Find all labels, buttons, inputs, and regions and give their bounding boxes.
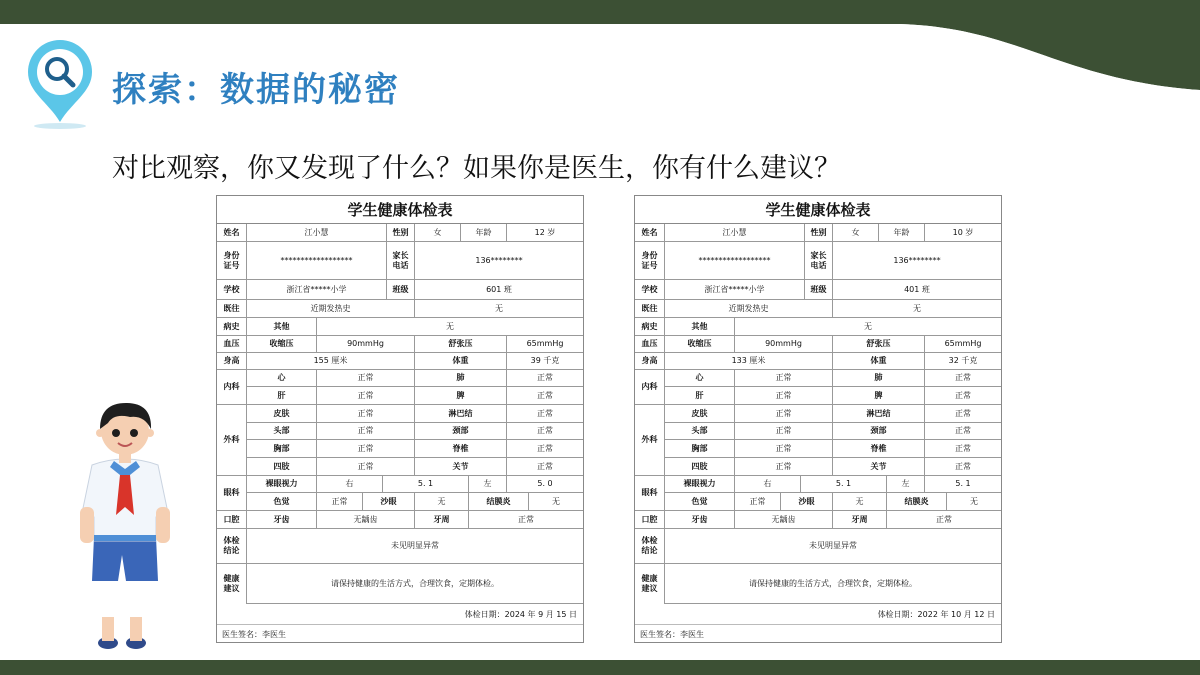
value-teeth: 无龋齿: [317, 511, 415, 529]
value-age: 10 岁: [925, 224, 1001, 242]
value-gender: 女: [833, 224, 879, 242]
value-spine: 正常: [507, 440, 583, 458]
label-id-number: 身份证号: [217, 242, 247, 280]
value-class: 401 班: [833, 280, 1001, 300]
label-color-vision: 色觉: [247, 493, 317, 511]
label-lung: 肺: [415, 370, 507, 387]
label-history-2: 病史: [635, 318, 665, 336]
label-right-eye: 右: [317, 476, 383, 493]
value-head: 正常: [735, 423, 833, 440]
label-skin: 皮肤: [665, 405, 735, 423]
label-right-eye: 右: [735, 476, 801, 493]
label-recent-fever: 近期发热史: [247, 300, 415, 318]
value-parent-phone: 136********: [415, 242, 583, 280]
label-teeth: 牙齿: [247, 511, 317, 529]
footer-divider: [217, 624, 583, 625]
label-liver: 肝: [247, 387, 317, 405]
label-surgery: 外科: [635, 405, 665, 476]
label-eye: 眼科: [217, 476, 247, 511]
value-right-eye: 5. 1: [383, 476, 469, 493]
label-spine: 脊椎: [833, 440, 925, 458]
label-class: 班级: [387, 280, 415, 300]
label-lymph: 淋巴结: [833, 405, 925, 423]
label-heart: 心: [665, 370, 735, 387]
label-recent-fever: 近期发热史: [665, 300, 833, 318]
label-height: 身高: [635, 353, 665, 370]
value-gender: 女: [415, 224, 461, 242]
label-neck: 颈部: [833, 423, 925, 440]
value-school: 浙江省*****小学: [247, 280, 387, 300]
value-trachoma: 无: [833, 493, 887, 511]
label-spleen: 脾: [415, 387, 507, 405]
label-head: 头部: [247, 423, 317, 440]
label-gender: 性别: [805, 224, 833, 242]
value-left-eye: 5. 1: [925, 476, 1001, 493]
label-id-number: 身份证号: [635, 242, 665, 280]
magnifier-icon: [24, 38, 96, 130]
value-conclusion: 未见明显异常: [247, 529, 583, 564]
label-limbs: 四肢: [247, 458, 317, 476]
exam-date: 体检日期：2022 年 10 月 12 日: [877, 610, 995, 619]
label-history-1: 既往: [635, 300, 665, 318]
label-systolic: 收缩压: [665, 336, 735, 353]
value-spine: 正常: [925, 440, 1001, 458]
label-diastolic: 舒张压: [415, 336, 507, 353]
value-spleen: 正常: [925, 387, 1001, 405]
value-right-eye: 5. 1: [801, 476, 887, 493]
value-weight: 32 千克: [925, 353, 1001, 370]
doctor-signature: 医生签名：李医生: [640, 630, 704, 639]
value-id-number: ******************: [247, 242, 387, 280]
value-diastolic: 65mmHg: [925, 336, 1001, 353]
label-neck: 颈部: [415, 423, 507, 440]
value-diastolic: 65mmHg: [507, 336, 583, 353]
label-other-history: 其他: [247, 318, 317, 336]
value-school: 浙江省*****小学: [665, 280, 805, 300]
value-skin: 正常: [735, 405, 833, 423]
label-heart: 心: [247, 370, 317, 387]
label-diastolic: 舒张压: [833, 336, 925, 353]
exam-date: 体检日期：2024 年 9 月 15 日: [464, 610, 577, 619]
label-age: 年龄: [461, 224, 507, 242]
label-naked-vision: 裸眼视力: [665, 476, 735, 493]
value-joints: 正常: [507, 458, 583, 476]
label-chest: 胸部: [247, 440, 317, 458]
label-teeth: 牙齿: [665, 511, 735, 529]
label-history-1: 既往: [217, 300, 247, 318]
label-head: 头部: [665, 423, 735, 440]
value-head: 正常: [317, 423, 415, 440]
value-recent-fever: 无: [415, 300, 583, 318]
value-neck: 正常: [925, 423, 1001, 440]
label-internal: 内科: [217, 370, 247, 405]
value-conclusion: 未见明显异常: [665, 529, 1001, 564]
label-blood-pressure: 血压: [635, 336, 665, 353]
label-height: 身高: [217, 353, 247, 370]
value-joints: 正常: [925, 458, 1001, 476]
value-advice: 请保持健康的生活方式，合理饮食，定期体检。: [247, 564, 583, 604]
value-spleen: 正常: [507, 387, 583, 405]
label-gender: 性别: [387, 224, 415, 242]
label-surgery: 外科: [217, 405, 247, 476]
label-advice: 健康建议: [217, 564, 247, 604]
value-color-vision: 正常: [317, 493, 363, 511]
student-illustration: [70, 395, 180, 655]
value-name: 江小慧: [247, 224, 387, 242]
slide-title: 探索：数据的秘密: [112, 70, 400, 110]
label-left-eye: 左: [469, 476, 507, 493]
label-spine: 脊椎: [415, 440, 507, 458]
value-recent-fever: 无: [833, 300, 1001, 318]
health-form-2024: [216, 195, 584, 643]
value-heart: 正常: [735, 370, 833, 387]
label-blood-pressure: 血压: [217, 336, 247, 353]
value-periodontal: 正常: [887, 511, 1001, 529]
value-skin: 正常: [317, 405, 415, 423]
label-school: 学校: [635, 280, 665, 300]
value-lung: 正常: [507, 370, 583, 387]
label-joints: 关节: [833, 458, 925, 476]
label-color-vision: 色觉: [665, 493, 735, 511]
value-class: 601 班: [415, 280, 583, 300]
value-trachoma: 无: [415, 493, 469, 511]
form-title: 学生健康体检表: [635, 196, 1001, 224]
value-height: 133 厘米: [665, 353, 833, 370]
value-name: 江小慧: [665, 224, 805, 242]
bottom-decor-bar: [0, 660, 1200, 675]
label-liver: 肝: [665, 387, 735, 405]
label-trachoma: 沙眼: [781, 493, 833, 511]
label-oral: 口腔: [217, 511, 247, 529]
label-joints: 关节: [415, 458, 507, 476]
value-limbs: 正常: [735, 458, 833, 476]
label-class: 班级: [805, 280, 833, 300]
value-systolic: 90mmHg: [735, 336, 833, 353]
label-advice: 健康建议: [635, 564, 665, 604]
label-chest: 胸部: [665, 440, 735, 458]
health-form-2022: [634, 195, 1002, 643]
value-liver: 正常: [317, 387, 415, 405]
value-parent-phone: 136********: [833, 242, 1001, 280]
label-limbs: 四肢: [665, 458, 735, 476]
label-internal: 内科: [635, 370, 665, 405]
label-oral: 口腔: [635, 511, 665, 529]
label-naked-vision: 裸眼视力: [247, 476, 317, 493]
label-lymph: 淋巴结: [415, 405, 507, 423]
value-limbs: 正常: [317, 458, 415, 476]
doctor-signature: 医生签名：李医生: [222, 630, 286, 639]
value-liver: 正常: [735, 387, 833, 405]
label-left-eye: 左: [887, 476, 925, 493]
value-left-eye: 5. 0: [507, 476, 583, 493]
label-parent-phone: 家长电话: [387, 242, 415, 280]
value-conjunctivitis: 无: [529, 493, 583, 511]
form-title: 学生健康体检表: [217, 196, 583, 224]
value-conjunctivitis: 无: [947, 493, 1001, 511]
label-school: 学校: [217, 280, 247, 300]
value-advice: 请保持健康的生活方式，合理饮食，定期体检。: [665, 564, 1001, 604]
label-conclusion: 体检结论: [635, 529, 665, 564]
label-weight: 体重: [833, 353, 925, 370]
label-trachoma: 沙眼: [363, 493, 415, 511]
label-systolic: 收缩压: [247, 336, 317, 353]
value-lymph: 正常: [925, 405, 1001, 423]
label-conjunctivitis: 结膜炎: [469, 493, 529, 511]
label-conclusion: 体检结论: [217, 529, 247, 564]
value-chest: 正常: [735, 440, 833, 458]
label-other-history: 其他: [665, 318, 735, 336]
value-other-history: 无: [317, 318, 583, 336]
value-id-number: ******************: [665, 242, 805, 280]
label-conjunctivitis: 结膜炎: [887, 493, 947, 511]
label-spleen: 脾: [833, 387, 925, 405]
label-history-2: 病史: [217, 318, 247, 336]
value-lymph: 正常: [507, 405, 583, 423]
value-chest: 正常: [317, 440, 415, 458]
value-color-vision: 正常: [735, 493, 781, 511]
value-neck: 正常: [507, 423, 583, 440]
value-systolic: 90mmHg: [317, 336, 415, 353]
value-age: 12 岁: [507, 224, 583, 242]
label-eye: 眼科: [635, 476, 665, 511]
value-heart: 正常: [317, 370, 415, 387]
label-name: 姓名: [635, 224, 665, 242]
value-periodontal: 正常: [469, 511, 583, 529]
value-other-history: 无: [735, 318, 1001, 336]
value-height: 155 厘米: [247, 353, 415, 370]
footer-divider: [635, 624, 1001, 625]
discussion-question: 对比观察，你又发现了什么？如果你是医生，你有什么建议？: [112, 153, 841, 184]
label-skin: 皮肤: [247, 405, 317, 423]
value-teeth: 无龋齿: [735, 511, 833, 529]
label-periodontal: 牙周: [833, 511, 887, 529]
label-age: 年龄: [879, 224, 925, 242]
label-periodontal: 牙周: [415, 511, 469, 529]
label-lung: 肺: [833, 370, 925, 387]
value-lung: 正常: [925, 370, 1001, 387]
value-weight: 39 千克: [507, 353, 583, 370]
label-weight: 体重: [415, 353, 507, 370]
label-name: 姓名: [217, 224, 247, 242]
label-parent-phone: 家长电话: [805, 242, 833, 280]
